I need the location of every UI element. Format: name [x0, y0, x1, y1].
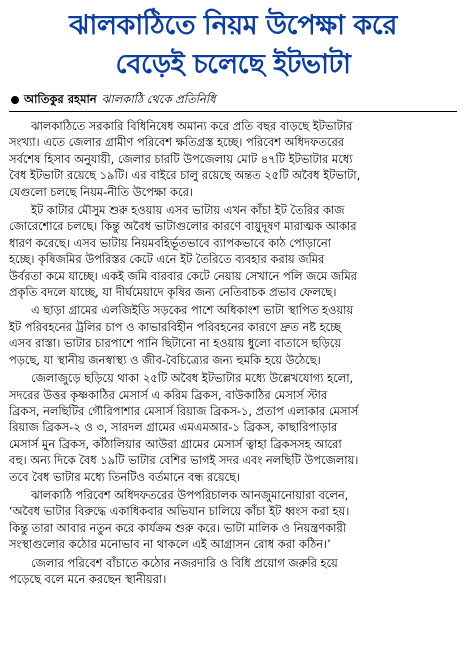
byline-divider [9, 111, 457, 112]
text-line: উর্বরতা কমে যাচ্ছে। একই জমি বারবার কেটে নেয়ায় সেখানে পলি জমে জমির [9, 268, 357, 283]
headline-line: ঝালকাঠিতে নিয়ম উপেক্ষা করে [69, 10, 397, 41]
text-line: ঝালকাঠিতে সরকারি বিধিনিষেধ অমান্য করে প্রতি বছর বাড়ছে ইটভাটার [31, 119, 353, 133]
text-line: ধারণ করেছে। এসব ভাটায় নিয়মবহির্ভূতভাবে ব্যাপকভাবে কাঠ পোড়ানো [9, 235, 331, 250]
author-name: আতিকুর রহমান [24, 92, 97, 106]
text-line: ব্রিকস, নলছিটির গৌরিপাশার মেসার্স রিয়াজ ব্রিকস-১, প্রতাপ এলাকার মেসার্স [9, 403, 359, 418]
text-line: রিয়াজ ব্রিকস-২ ও ৩, সারদল গ্রামের এমএমআর-১ ব্রিকস, কাছারিপাড়ার [9, 420, 338, 435]
text-line: মেসার্স মুন ব্রিকস, কাঁঠালিয়ার আউরা গ্রামের মেসার্স ত্বাহা ব্রিকসসহ আরো [9, 436, 342, 451]
byline [9, 91, 457, 108]
text-line: জোরেশোরে চলছে। কিন্তু অবৈধ ভাটাগুলোর কারণে বায়ুদূষণ মারাত্মক আকার [9, 219, 357, 234]
text-line: ইট পরিবহনের ট্রলির চাপ ও কাভারবিহীন পরিবহনের কারণে দ্রুত নষ্ট হচ্ছে [9, 319, 341, 334]
paragraph [9, 202, 457, 300]
text-line: ইট কাটার মৌসুম শুরু হওয়ায় এসব ভাটায় এখন কাঁচা ইট তৈরির কাজ [31, 203, 345, 218]
headline-line: বেড়েই চলেছে ইটভাটা [115, 49, 351, 80]
text-line: জেলার পরিবেশ বাঁচাতে কঠোর নজরদারি ও বিধি প্রয়োগ জরুরি হয়ে [31, 555, 338, 570]
text-line: হচ্ছে। কৃষিজমির উপরিস্তর কেটে এনে ইট তৈরিতে ব্যবহার করায় জমির [9, 252, 325, 267]
text-line: কিন্তু তারা আবার নতুন করে কার্যক্রম শুরু করে। ভাটা মালিক ও নিয়ন্ত্রণকারী [9, 520, 346, 535]
text-line: বহু। অন্য দিকে বৈধ ১৯টি ভাটার বেশির ভাগই সদর এবং নলছিটি উপজেলায়। [9, 453, 359, 468]
text-line: এসব রাস্তা। ভাটার চারপাশে পানি ছিটানো না হওয়ায় ধুলো বাতাসে ছড়িয়ে [9, 336, 342, 351]
text-line: যেগুলো চলছে নিয়ম-নীতি উপেক্ষা করে। [9, 184, 193, 199]
headline [9, 6, 457, 84]
byline-place: ঝালকাঠি থেকে প্রতিনিধি [101, 92, 216, 106]
text-line: প্রকৃতি বদলে যাচ্ছে, যা দীর্ঘমেয়াদে কৃষির জন্য নেতিবাচক প্রভাব ফেলছে। [9, 285, 337, 300]
text-line: জেলাজুড়ে ছড়িয়ে থাকা ২৫টি অবৈধ ইটভাটার মধ্যে উল্লেখযোগ্য হলো, [31, 371, 354, 386]
text-line: এ ছাড়া গ্রামের এলজিইডি সড়কের পাশে অধিকাংশ ভাটা স্থাপিত হওয়ায় [31, 303, 354, 318]
paragraph [9, 302, 457, 368]
paragraph [9, 487, 457, 553]
text-line: ঝালকাঠি পরিবেশ অধিদফতরের উপপরিচালক আনজুমানোয়ারা বলেন, [31, 487, 349, 502]
text-line: পড়েছে বলে মনে করছেন স্থানীয়রা। [9, 571, 167, 586]
paragraph [9, 118, 457, 200]
paragraph [9, 555, 457, 588]
article-body [9, 118, 457, 587]
text-line: সর্বশেষ হিসাব অনুযায়ী, জেলার চারটি উপজেলায় মোট ৪৭টি ইটভাটার মধ্যে [9, 151, 353, 166]
text-line: সংখ্যা। এতে জেলার গ্রামীণ পরিবেশ ক্ষতিগ্রস্ত হচ্ছে। পরিবেশ অধিদফতরের [9, 135, 344, 150]
text-line: সংস্থাগুলোর কঠোর মনোভাব না থাকলে এই আগ্রাসন রোধ করা কঠিন।’ [9, 537, 331, 552]
text-line: পড়ছে, যা স্থানীয় জনস্বাস্থ্য ও জীব-বৈচিত্র্যের জন্য হুমকি হয়ে উঠেছে। [9, 352, 321, 367]
text-line: বৈধ ইটভাটা রয়েছে ১৯টি। এর বাইরে চালু রয়েছে অন্তত ২৫টি অবৈধ ইটভাটা, [9, 168, 361, 183]
paragraph [9, 370, 457, 485]
text-line: তবে বৈধ ভাটার মধ্যে তিনটিও বর্তমানে বন্ধ রয়েছে। [9, 469, 241, 484]
bullet-icon [11, 96, 19, 104]
text-line: ‘অবৈধ ভাটার বিরুদ্ধে একাধিকবার অভিযান চালিয়ে কাঁচা ইট ধ্বংস করা হয়। [9, 504, 350, 519]
text-line: সদরের উত্তর কৃষ্ণকাঠির মেসার্স এ করিম ব্রিকস, বাউকাঠির মেসার্স স্টার [9, 387, 328, 402]
